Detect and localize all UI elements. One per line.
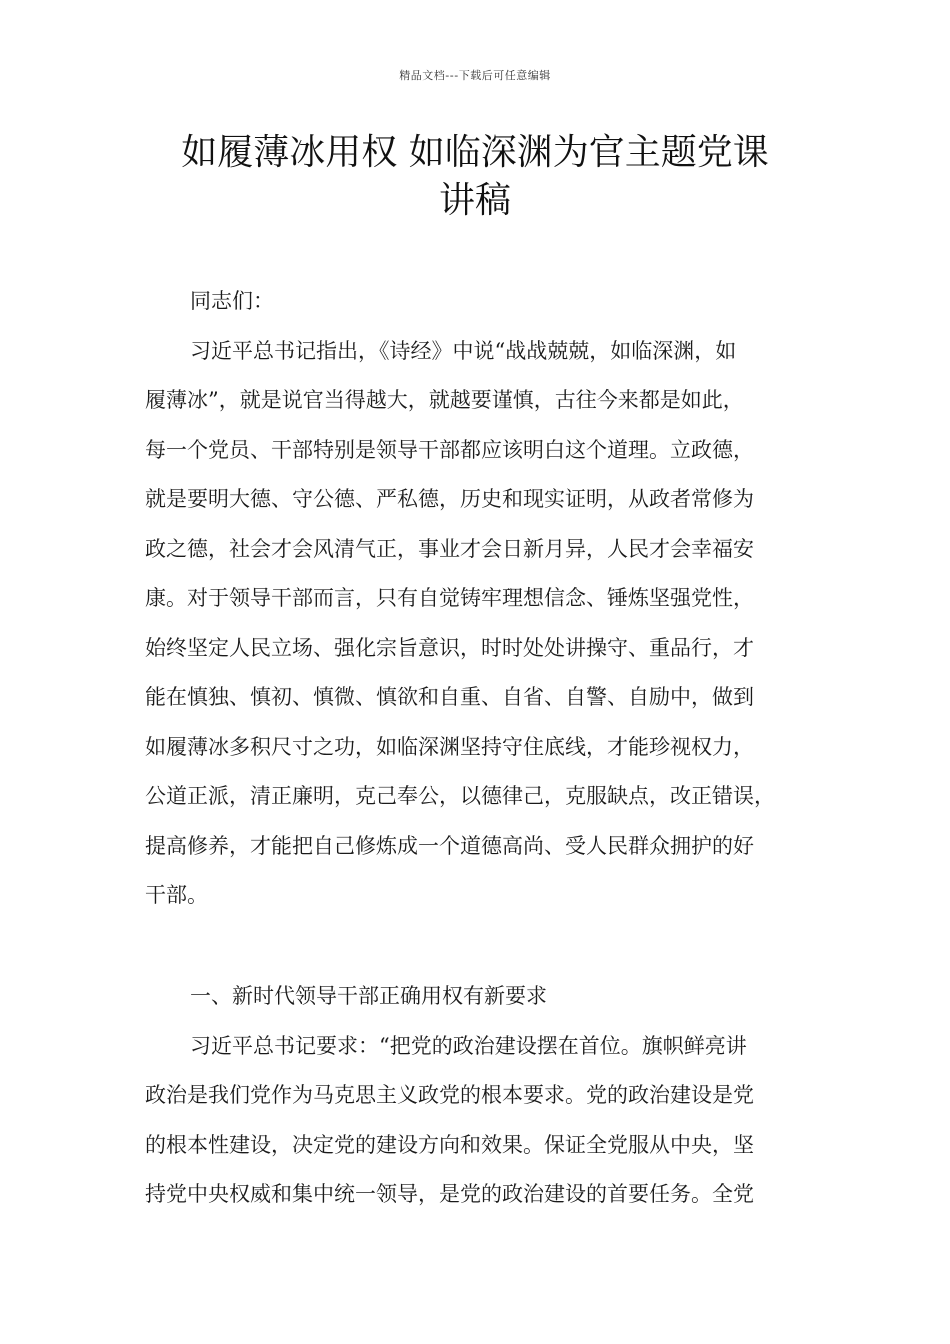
paragraph-line: 每一个党员、干部特别是领导干部都应该明白这个道理。立政德， (145, 438, 754, 462)
paragraph-line: 的根本性建设，决定党的建设方向和效果。保证全党服从中央，坚 (145, 1133, 754, 1157)
section-heading: 一、新时代领导干部正确用权有新要求 (190, 984, 547, 1008)
paragraph-line: 履薄冰”，就是说官当得越大，就越要谨慎，古往今来都是如此， (145, 388, 744, 412)
paragraph-line: 提高修养，才能把自己修炼成一个道德高尚、受人民群众拥护的好 (145, 834, 754, 858)
document-title-line-2: 讲稿 (438, 180, 511, 221)
paragraph-line: 就是要明大德、守公德、严私德，历史和现实证明，从政者常修为 (145, 487, 754, 511)
paragraph-line: 能在慎独、慎初、慎微、慎欲和自重、自省、自警、自励中，做到 (145, 685, 754, 709)
paragraph-line: 如履薄冰多积尺寸之功，如临深渊坚持守住底线，才能珍视权力， (145, 735, 754, 759)
document-title-line-1: 如履薄冰用权 如临深渊为官主题党课 (181, 132, 769, 173)
paragraph-line: 政之德，社会才会风清气正，事业才会日新月异，人民才会幸福安 (145, 537, 754, 561)
paragraph-line: 习近平总书记指出，《诗经》中说“战战兢兢，如临深渊，如 (190, 339, 737, 363)
paragraph-line: 持党中央权威和集中统一领导，是党的政治建设的首要任务。全党 (145, 1182, 754, 1206)
paragraph-line: 始终坚定人民立场、强化宗旨意识，时时处处讲操守、重品行，才 (145, 636, 754, 660)
paragraph-line: 政治是我们党作为马克思主义政党的根本要求。党的政治建设是党 (145, 1083, 754, 1107)
paragraph-line: 干部。 (145, 883, 208, 907)
paragraph-line: 习近平总书记要求：“把党的政治建设摆在首位。旗帜鲜亮讲 (190, 1034, 747, 1058)
salutation: 同志们： (190, 289, 274, 313)
paragraph-line: 公道正派，清正廉明，克己奉公，以德律己，克服缺点，改正错误， (145, 784, 775, 808)
page-header: 精品文档---下载后可任意编辑 (399, 69, 551, 82)
paragraph-line: 康。对于领导干部而言，只有自觉铸牢理想信念、锤炼坚强党性， (145, 586, 754, 610)
